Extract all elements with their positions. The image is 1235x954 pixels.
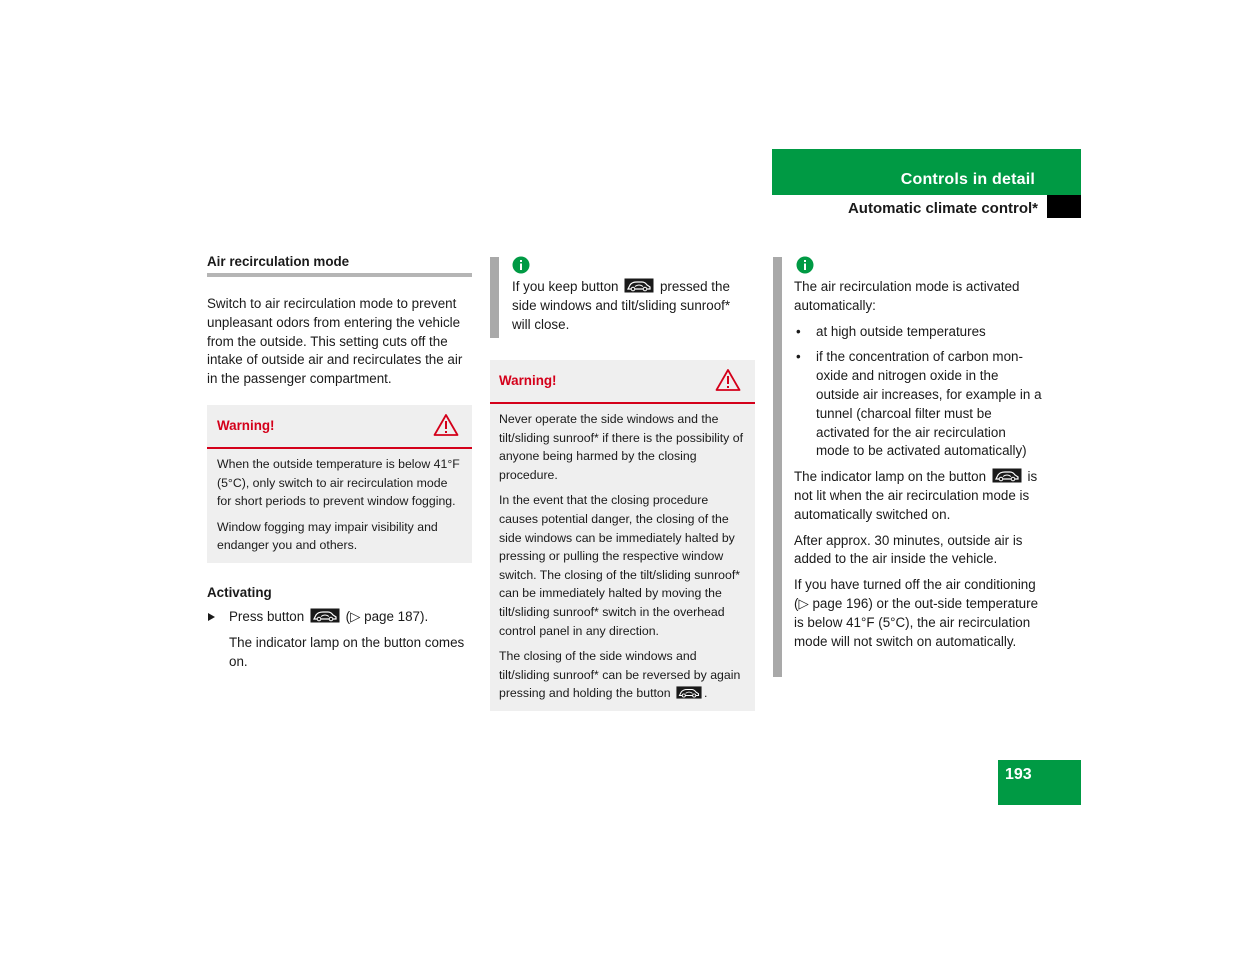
header-section-bar: [772, 149, 1081, 195]
warning-body: [490, 404, 755, 711]
bullet-item: • if the concentration of carbon mon-oxide and nitrogen oxide in the outside air increases, for example in a tunnel (charcoal filter must be activated for the air recirculation mode to be activated automatically): [794, 348, 1042, 461]
warning-paragraph: Never operate the side windows and the tilt/sliding sunroof* if there is the possibility of anyone being harmed by the closing procedure.: [499, 412, 744, 482]
warning-paragraph: Window fogging may impair visibility and endanger you and others.: [217, 519, 438, 553]
warning-paragraph: [499, 647, 746, 703]
bullet-list: [794, 323, 1042, 462]
page-number: 193: [998, 760, 1081, 805]
info-icon: [796, 256, 814, 274]
info-bar: [490, 257, 499, 338]
step-result: The indicator lamp on the button comes on.: [229, 634, 465, 669]
warning-label: Warning!: [499, 373, 557, 388]
info-text: [512, 278, 752, 334]
steps-list: [207, 608, 472, 671]
info-text-after: is not lit when the air recirculation mode is automatically switched on.: [794, 469, 1038, 522]
step-item: [207, 608, 472, 627]
info-bar: [773, 257, 782, 677]
warning-paragraph: When the outside temperature is below 41°F (5°C), only switch to air recirculation mode for short periods to prevent window fogging.: [217, 456, 460, 509]
bullet-item: • at high outside temperatures: [794, 323, 1042, 342]
info-text-after: pressed the side windows and tilt/sliding sunroof* will close.: [512, 279, 731, 332]
header-section-title: Controls in detail: [900, 171, 1035, 188]
air-recirculation-button-icon: [310, 608, 340, 623]
info-intro: The air recirculation mode is activated automatically:: [794, 279, 1020, 313]
column-1: [207, 254, 472, 671]
info-text-before: If you keep button: [512, 279, 619, 294]
warning-box: [207, 405, 472, 563]
info-text-before: The indicator lamp on the button: [794, 469, 987, 485]
air-recirculation-button-icon: [624, 278, 654, 293]
step-text-before: Press button: [229, 608, 305, 624]
air-recirculation-button-icon: [992, 468, 1022, 483]
warning-header: [207, 405, 472, 449]
warning-body: [207, 449, 472, 563]
step-arrow-icon: [208, 613, 215, 621]
activating-heading: Activating: [207, 584, 272, 600]
warning-triangle-icon: [715, 368, 741, 392]
intro-paragraph: Switch to air recirculation mode to prevent unpleasant odors from entering the vehicle from the outside. This setting cuts off the intake of outside air and recirculates the air in the passenger compartment.: [207, 296, 463, 387]
info-content: [794, 278, 1042, 651]
warning-label: Warning!: [217, 417, 275, 433]
warning-box-2: [490, 360, 755, 711]
step-text-after: (▷ page 187).: [345, 608, 429, 624]
info-paragraph: [794, 468, 1042, 524]
warning-triangle-icon: [433, 413, 459, 437]
info-icon: [512, 256, 530, 274]
warning-header: [490, 360, 755, 404]
warning-paragraph: In the event that the closing procedure causes potential danger, the closing of the side windows can be immediately halted by pressing or pulling the respective window switch. The closing of the tilt/sliding sunroof* can be immediately halted by moving the tilt/sliding sunroof* switch in the overhead control panel in any direction.: [499, 493, 741, 638]
info-paragraph: If you have turned off the air conditioning (▷ page 196) or the out-side temperature is below 41°F (5°C), the air recirculation mode will not switch on automatically.: [794, 577, 1039, 649]
info-note-1: [490, 257, 755, 338]
header-subsection-title: Automatic climate control*: [847, 200, 1038, 217]
air-recirculation-button-icon: [676, 686, 702, 699]
warning-text-after: .: [704, 686, 708, 701]
info-paragraph: After approx. 30 minutes, outside air is added to the air inside the vehicle.: [794, 532, 1023, 567]
section-heading: Air recirculation mode: [207, 254, 472, 277]
header-black-tab: [1047, 195, 1081, 218]
warning-text-before: The closing of the side windows and tilt/sliding sunroof* can be reversed by again pressing and holding the button: [499, 649, 741, 701]
